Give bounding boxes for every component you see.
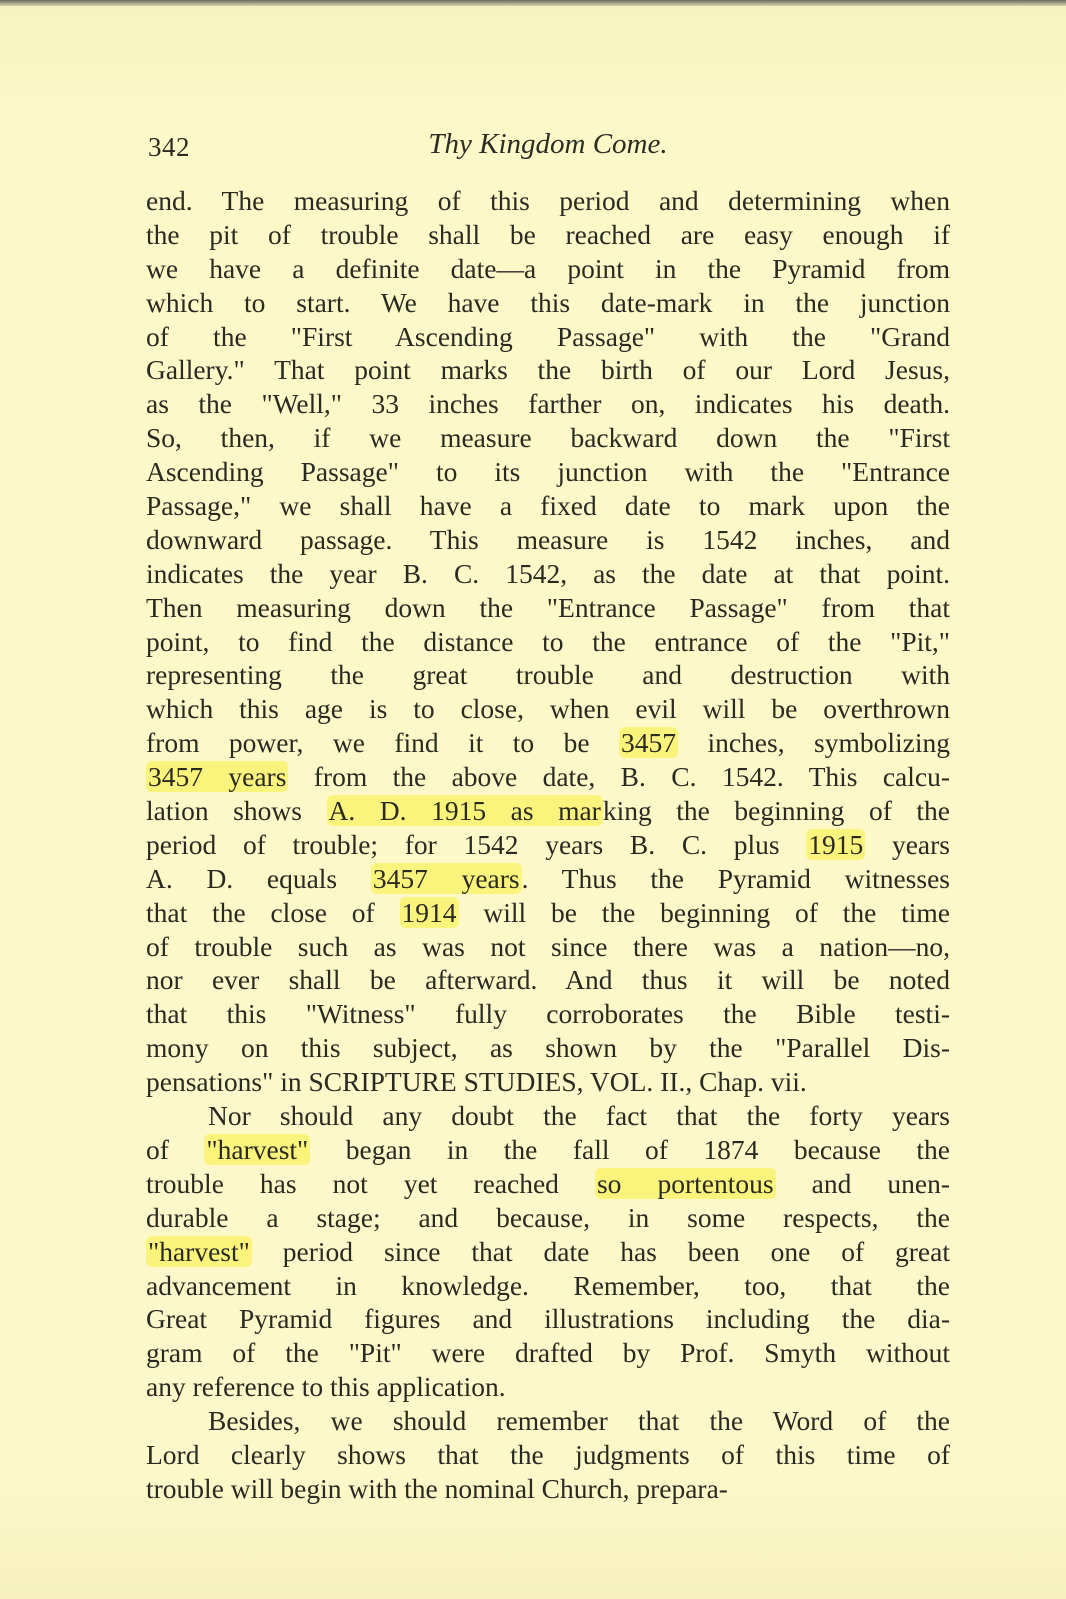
text-line [146,896,950,930]
text-line: Ascending Passage" to its junction with the "Entrance [146,456,950,488]
text-line [146,1235,950,1269]
text-line [146,828,950,862]
text-line [146,1167,950,1201]
text-line: So, then, if we measure backward down the "First [146,422,950,454]
highlighted-text: 3457 years [148,761,287,793]
text-line: Gallery." That point marks the birth of our Lord Jesus, [146,354,950,386]
text-line: which to start. We have this date-mark in the junction [146,286,950,318]
text-line: which this age is to close, when evil will be overthrown [146,693,950,725]
text-line: representing the great trouble and destruction with [146,659,950,691]
text-segment: from power, we find it to be [146,727,620,759]
text-line: of trouble such as was not since there was a nation—no, [146,930,950,962]
text-segment: lation shows [146,795,327,827]
highlighted-text: 1914 [401,896,457,928]
text-line: end. The measuring of this period and determining when [146,185,950,216]
text-line: the pit of trouble shall be reached are easy enough if [146,218,950,250]
text-segment: years [865,828,950,860]
highlighted-text: 1915 [808,828,864,860]
text-line: pensations" in SCRIPTURE STUDIES, VOL. II., Chap. vii. [146,1066,807,1098]
text-line: point, to find the distance to the entrance of the "Pit," [146,625,950,657]
text-line [146,862,950,896]
text-segment: and unen- [775,1167,950,1199]
text-line: any reference to this application. [146,1371,506,1403]
text-line: mony on this subject, as shown by the "Parallel Dis- [146,1032,950,1064]
highlighted-text: 3457 years [372,862,520,894]
text-segment: trouble has not yet reached [146,1167,595,1199]
running-title: Thy Kingdom Come. [428,128,668,160]
text-line [146,794,950,828]
text-line: downward passage. This measure is 1542 inches, and [146,523,950,555]
highlighted-text: "harvest" [148,1235,250,1267]
highlighted-text: "harvest" [206,1133,309,1165]
text-line: Then measuring down the "Entrance Passage" from that [146,591,950,623]
text-segment: A. D. equals [146,862,371,894]
text-line: gram of the "Pit" were drafted by Prof. Smyth without [146,1337,950,1369]
text-segment: period of trouble; for 1542 years B. C. plus [146,828,807,860]
text-line: Besides, we should remember that the Word of the [208,1405,950,1437]
highlighted-text: A. D. 1915 as mar [328,795,601,827]
page-header [148,128,948,168]
highlighted-text: 3457 [621,727,677,759]
text-line: as the "Well," 33 inches farther on, indicates his death. [146,388,950,420]
text-segment: period since that date has been one of great [251,1235,950,1267]
text-line: Lord clearly shows that the judgments of this time of [146,1438,950,1470]
text-segment: of [146,1133,205,1165]
body-text [146,184,950,1506]
text-line [146,760,950,794]
page-number: 342 [148,132,190,162]
text-line: we have a definite date—a point in the Pyramid from [146,252,950,284]
text-line [146,1133,950,1167]
text-segment: that the close of [146,896,400,928]
text-segment: from the above date, B. C. 1542. This calcu- [288,761,950,793]
text-segment: began in the fall of 1874 because the [310,1133,950,1165]
highlighted-text: so portentous [596,1167,774,1199]
text-segment: inches, symbolizing [678,727,950,759]
text-line: trouble will begin with the nominal Church, prepara- [146,1472,728,1504]
text-line: Passage," we shall have a fixed date to mark upon the [146,490,950,522]
page-top-edge [0,0,1066,6]
text-line: Nor should any doubt the fact that the forty years [208,1100,950,1132]
text-line: durable a stage; and because, in some respects, the [146,1201,950,1233]
text-line: Great Pyramid figures and illustrations including the dia- [146,1303,950,1335]
text-line: indicates the year B. C. 1542, as the date at that point. [146,557,950,589]
text-segment: . Thus the Pyramid witnesses [521,862,950,894]
text-segment: king the beginning of the [602,795,950,827]
text-line: that this "Witness" fully corroborates the Bible testi- [146,998,950,1030]
text-line: of the "First Ascending Passage" with the "Grand [146,320,950,352]
text-line: nor ever shall be afterward. And thus it will be noted [146,964,950,996]
text-line [146,726,950,760]
text-segment: will be the beginning of the time [458,896,951,928]
text-line: advancement in knowledge. Remember, too, that the [146,1269,950,1301]
